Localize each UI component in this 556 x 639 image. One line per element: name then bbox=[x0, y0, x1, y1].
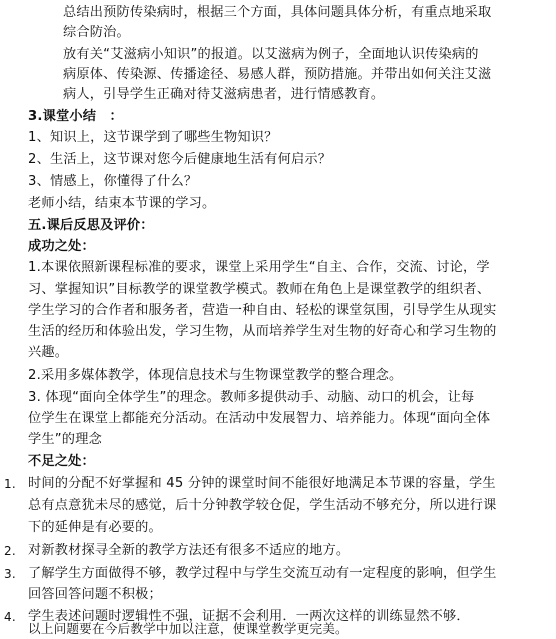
weak-4-line2: 以上问题要在今后教学中加以注意，使课堂教学更完美。 bbox=[28, 621, 348, 636]
weak-1-number: 1. bbox=[4, 477, 16, 491]
weak-1-line2: 总有点意犹未尽的感觉，后十分钟教学较仓促，学生活动不够充分，所以进行课 bbox=[28, 498, 497, 513]
success-3-line1: 3. 体现“面向全体学生”的理念。教师多提供动手、动脑、动口的机会，让每 bbox=[28, 390, 475, 405]
success-1-line3: 学生学习的合作者和服务者，营造一种自由、轻松的课堂氛围，引导学生从现实 bbox=[28, 303, 497, 318]
intro-p1-line2: 综合防治。 bbox=[63, 25, 130, 40]
reflection-heading: 五.课后反思及评价： bbox=[28, 218, 154, 233]
intro-p2-line3: 病人，引导学生正确对待艾滋病患者，进行情感教育。 bbox=[63, 87, 385, 102]
intro-p2-line2: 病原体、传染源、传播途径、易感人群，预防措施。并带出如何关注艾滋 bbox=[63, 67, 492, 82]
weak-1-line3: 下的延伸是有必要的。 bbox=[28, 520, 162, 535]
intro-p2-line1: 放有关“艾滋病小知识”的报道。以艾滋病为例子，全面地认识传染病的 bbox=[63, 47, 479, 62]
weak-4-number: 4. bbox=[4, 610, 16, 624]
success-1-line1: 1.本课依照新课程标准的要求，课堂上采用学生“自主、合作，交流、讨论，学 bbox=[28, 260, 490, 275]
success-1-line5: 兴趣。 bbox=[28, 345, 69, 360]
summary-heading: 3.课堂小结 ： bbox=[28, 109, 123, 124]
weak-heading: 不足之处： bbox=[28, 454, 95, 469]
summary-item-3: 3、情感上，你懂得了什么？ bbox=[28, 174, 198, 189]
weak-3-line2: 回答回答问题不积极； bbox=[28, 587, 162, 602]
weak-2: 对新教材探寻全新的教学方法还有很多不适应的地方。 bbox=[28, 543, 350, 558]
summary-item-1: 1、知识上，这节课学到了哪些生物知识？ bbox=[28, 130, 278, 145]
success-1-line2: 习、掌握知识”目标教学的课堂教学模式。教师在角色上是课堂教学的组织者、 bbox=[28, 282, 491, 297]
weak-3-number: 3. bbox=[4, 567, 16, 581]
weak-4-line1: 学生表述问题时逻辑性不强，证据不会利用．一两次这样的训练显然不够． bbox=[28, 609, 470, 624]
success-heading: 成功之处： bbox=[28, 239, 95, 254]
summary-closing: 老师小结，结束本节课的学习。 bbox=[28, 196, 216, 211]
success-1-line4: 生活的经历和体验出发，学习生物，从而培养学生对生物的好奇心和学习生物的 bbox=[28, 324, 497, 339]
weak-1-line1: 时间的分配不好掌握和 45 分钟的课堂时间不能很好地满足本节课的容量，学生 bbox=[28, 476, 496, 491]
success-3-line2: 位学生在课堂上都能充分活动。在活动中发展智力、培养能力。体现“面向全体 bbox=[28, 411, 491, 426]
weak-3-line1: 了解学生方面做得不够，教学过程中与学生交流互动有一定程度的影响，但学生 bbox=[28, 566, 497, 581]
intro-p1-line1: 总结出预防传染病时，根据三个方面，具体问题具体分析，有重点地采取 bbox=[63, 5, 492, 20]
success-3-line3: 学生”的理念 bbox=[28, 432, 102, 447]
weak-2-number: 2. bbox=[4, 544, 16, 558]
summary-item-2: 2、生活上，这节课对您今后健康地生活有何启示？ bbox=[28, 152, 332, 167]
success-2: 2.采用多媒体教学，体现信息技术与生物课堂教学的整合理念。 bbox=[28, 368, 403, 383]
